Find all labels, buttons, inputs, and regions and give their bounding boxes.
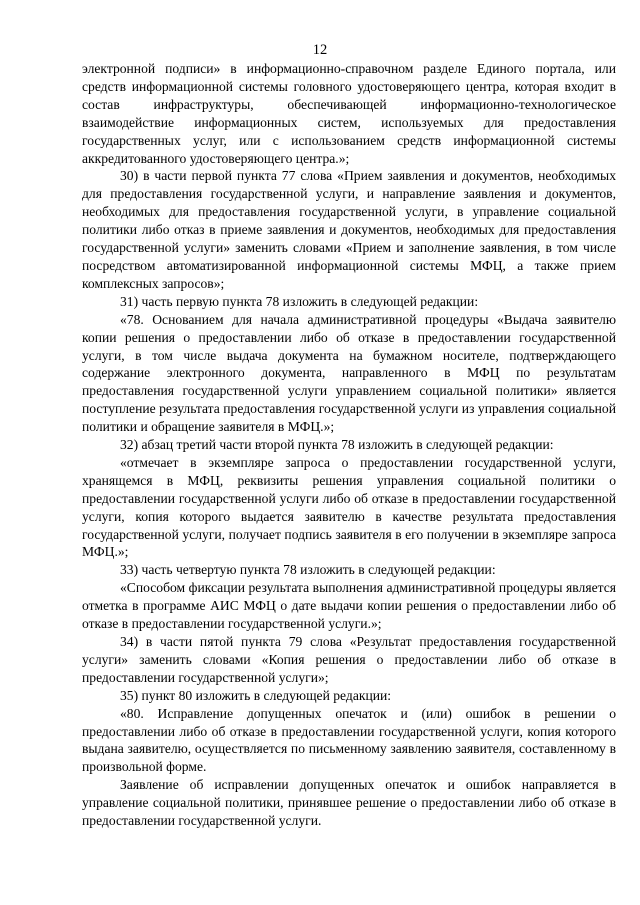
paragraph-application: Заявление об исправлении допущенных опечаток и ошибок направляется в управление социальной политики, принявшее решение о предоставлении либо об отказе в предоставлении государственной услуги.: [82, 777, 616, 829]
paragraph-item-32: 32) абзац третий части второй пункта 78 изложить в следующей редакции:: [120, 437, 554, 453]
paragraph-continuation: электронной подписи» в информационно-справочном разделе Единого портала, или средств информационной системы головного удостоверяющего центра, которая входит в состав инфраструктуры, обеспечивающей информационно-технологическое взаимодействие информационных систем, используемых для предоставления государственных услуг, или с использованием средств информационной системы аккредитованного удостоверяющего центра.»;: [82, 61, 616, 166]
paragraph-quote-78: «78. Основанием для начала административной процедуры «Выдача заявителю копии решения о предоставлении либо об отказе в предоставлении государственной услуги, в том числе выдача документа на бумажном носителе, подтверждающего содержание электронного документа, направленного в МФЦ по результатам предоставления государственной услуги управлением социальной политики» является поступление результата предоставления государственной услуги из управления социальной политики и обращение заявителя в МФЦ.»;: [82, 311, 616, 435]
paragraph-quote-fixation: «Способом фиксации результата выполнения административной процедуры является отметка в программе АИС МФЦ о дате выдачи копии решения о предоставлении либо об отказе в предоставлении государственной услуги.»;: [82, 580, 616, 632]
paragraph-item-33: 33) часть четвертую пункта 78 изложить в следующей редакции:: [120, 562, 496, 578]
paragraph-quote-80: «80. Исправление допущенных опечаток и (или) ошибок в решении о предоставлении либо об отказе в предоставлении государственной услуги, копия которого выдана заявителю, осуществляется по письменному заявлению заявителя, составленному в произвольной форме.: [82, 705, 616, 775]
page-number: 12: [312, 42, 328, 58]
paragraph-item-30: 30) в части первой пункта 77 слова «Прием заявления и документов, необходимых для предоставления государственной услуги, и направление заявления и документов, необходимых для предоставления государственной услуги, в управление социальной политики либо отказ в приеме заявления и документов, необходимых для предоставления государственной услуги» заменить словами «Прием и заполнение заявления, в том числе посредством автоматизированной информационной системы МФЦ, а также прием комплексных запросов»;: [82, 168, 616, 291]
paragraph-item-31: 31) часть первую пункта 78 изложить в следующей редакции:: [120, 293, 479, 309]
paragraph-quote-marks: «отмечает в экземпляре запроса о предоставлении государственной услуги, хранящемся в МФЦ, реквизиты решения управления социальной политики о предоставлении государственной услуги либо об отказе в предоставлении государственной услуги, копия которого выдается заявителю в качестве результата предоставления государственной услуги, получает подпись заявителя в его получении в экземпляре запроса МФЦ.»;: [82, 454, 616, 560]
paragraph-item-35: 35) пункт 80 изложить в следующей редакции:: [120, 687, 392, 703]
document-body: [82, 60, 616, 830]
paragraph-item-34: 34) в части пятой пункта 79 слова «Результат предоставления государственной услуги» заменить словами «Копия решения о предоставлении либо об отказе в предоставлении государственной услуги»;: [82, 634, 616, 685]
